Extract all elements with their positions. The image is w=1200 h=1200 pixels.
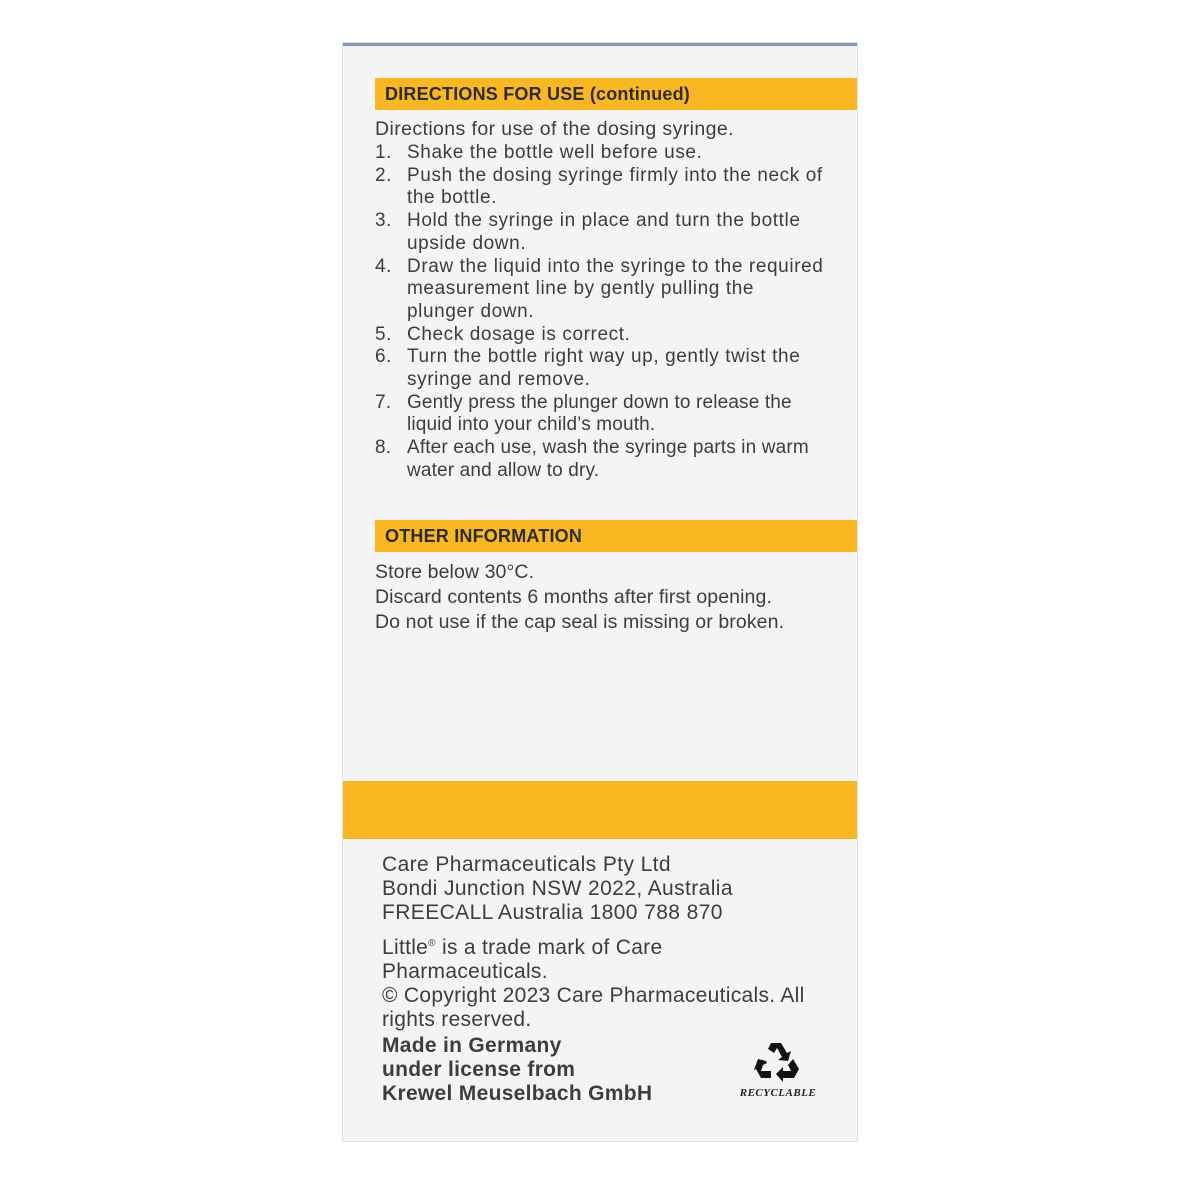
step-text: Gently press the plunger down to release the liquid into your child’s mouth. <box>407 391 792 436</box>
yellow-band <box>343 781 857 839</box>
recycle-icon <box>753 1039 803 1085</box>
step-text: Push the dosing syringe firmly into the neck of the bottle. <box>407 164 823 209</box>
other-info-text <box>375 560 784 635</box>
step-text: Hold the syringe in place and turn the bottle upside down. <box>407 210 801 254</box>
other-info-heading: OTHER INFORMATION <box>375 520 857 552</box>
company-phone: FREECALL Australia 1800 788 870 <box>382 901 723 924</box>
step-number: 2. <box>375 164 393 186</box>
package-panel <box>343 43 857 1141</box>
step-number: 8. <box>375 437 392 459</box>
list-item <box>375 324 827 347</box>
step-number: 4. <box>375 255 393 277</box>
recyclable-mark <box>738 1039 818 1099</box>
step-number: 1. <box>375 142 393 163</box>
trademark-line <box>382 932 822 984</box>
list-item <box>375 142 827 165</box>
step-number: 5. <box>375 323 393 345</box>
step-text: After each use, wash the syringe parts in warm water and allow to dry. <box>407 437 809 481</box>
list-item <box>375 165 827 210</box>
list-item <box>375 346 827 391</box>
step-number: 7. <box>375 391 392 413</box>
list-item <box>375 437 827 482</box>
directions-steps-list <box>375 142 827 483</box>
directions-heading: DIRECTIONS FOR USE (continued) <box>375 78 857 110</box>
step-number: 6. <box>375 346 393 368</box>
list-item <box>375 256 827 324</box>
copyright-line: © Copyright 2023 Care Pharmaceuticals. All rights reserved. <box>382 984 805 1031</box>
step-text: Draw the liquid into the syringe to the required measurement line by gently pulling the plunger down. <box>407 255 824 322</box>
list-item <box>375 210 827 255</box>
trademark-text: is a trade mark of Care Pharmaceuticals. <box>382 936 663 983</box>
storage-line: Store below 30°C. <box>375 561 535 583</box>
registered-mark: ® <box>428 938 436 949</box>
step-text: Check dosage is correct. <box>407 323 631 345</box>
licensor-line: Krewel Meuselbach GmbH <box>382 1082 653 1105</box>
directions-intro: Directions for use of the dosing syringe. <box>375 118 734 140</box>
license-line: under license from <box>382 1058 576 1081</box>
recyclable-label: RECYCLABLE <box>739 1087 817 1099</box>
cap-seal-line: Do not use if the cap seal is missing or broken. <box>375 611 785 633</box>
company-location: Bondi Junction NSW 2022, Australia <box>382 877 733 900</box>
company-address <box>382 853 733 925</box>
company-name: Care Pharmaceuticals Pty Ltd <box>382 853 671 876</box>
manufacturer-info <box>382 1034 652 1106</box>
list-item <box>375 392 827 437</box>
made-in-line: Made in Germany <box>382 1034 562 1057</box>
step-number: 3. <box>375 210 393 232</box>
brand-name: Little <box>382 936 429 959</box>
trademark-notice <box>382 932 822 1032</box>
step-text: Shake the bottle well before use. <box>407 142 703 163</box>
step-text: Turn the bottle right way up, gently twist the syringe and remove. <box>407 346 801 391</box>
discard-line: Discard contents 6 months after first opening. <box>375 586 772 608</box>
